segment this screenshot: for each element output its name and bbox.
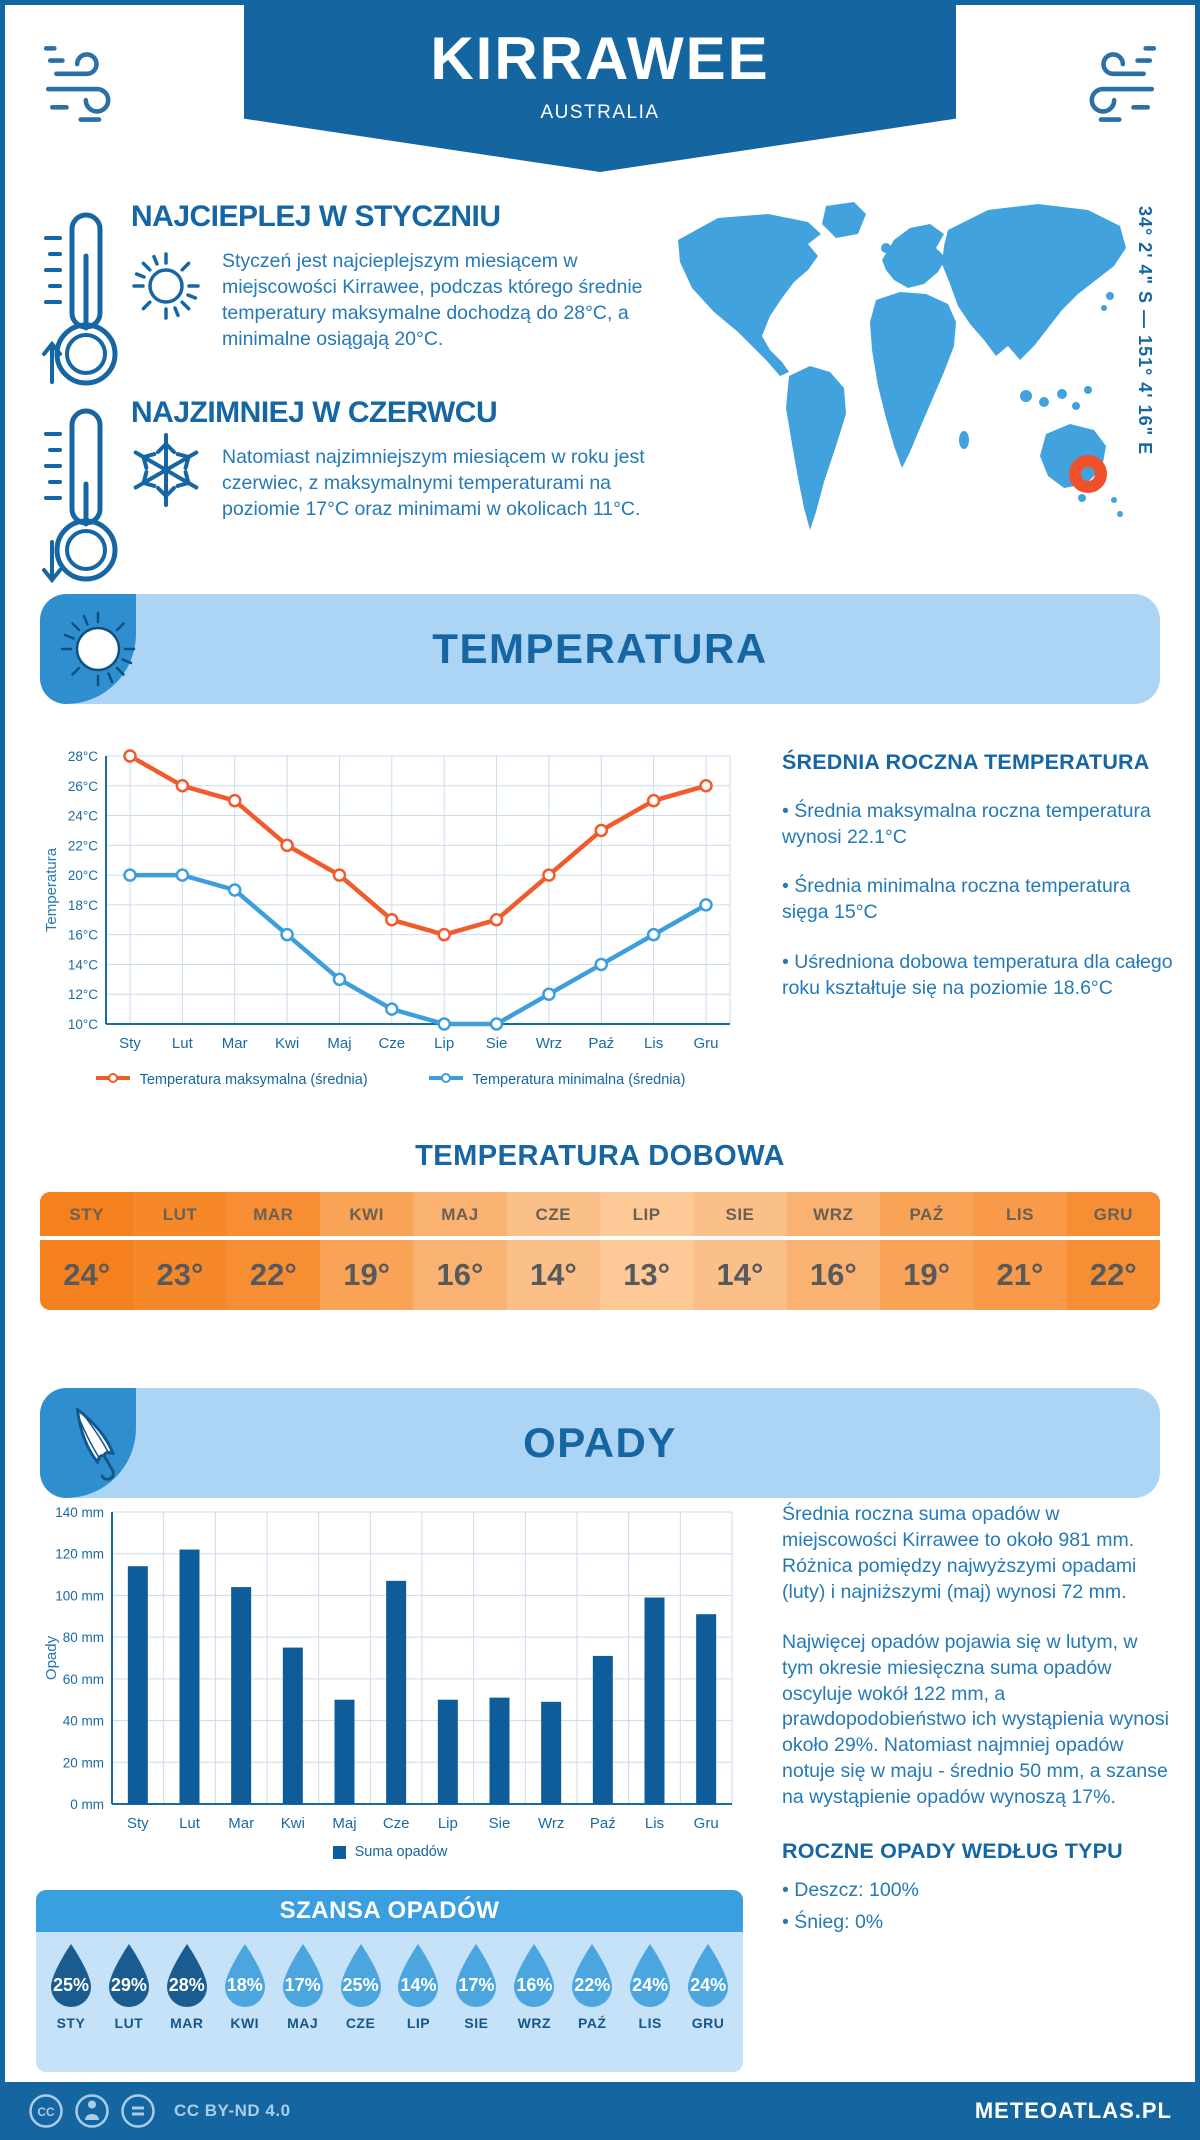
rain-chance-value: 14%	[400, 1975, 437, 1995]
svg-text:140 mm: 140 mm	[55, 1505, 104, 1520]
svg-text:20 mm: 20 mm	[62, 1755, 104, 1771]
rain-chance-sie	[447, 1942, 505, 2072]
svg-text:26°C: 26°C	[67, 778, 98, 794]
temperature-summary-title: ŚREDNIA ROCZNA TEMPERATURA	[782, 750, 1150, 774]
svg-text:Lip: Lip	[437, 1815, 458, 1832]
table-column-gru	[1067, 1192, 1160, 1310]
svg-text:Lut: Lut	[179, 1815, 200, 1832]
table-month-header: GRU	[1067, 1192, 1160, 1240]
svg-text:Paź: Paź	[588, 1035, 615, 1052]
temperature-section-banner	[40, 594, 1160, 704]
rain-chance-month: LIP	[406, 2015, 431, 2031]
svg-text:Paź: Paź	[589, 1815, 616, 1832]
table-temperature-value: 22°	[227, 1240, 320, 1310]
table-column-lip	[600, 1192, 693, 1310]
table-temperature-value: 14°	[507, 1240, 600, 1310]
rain-chance-value: 22%	[574, 1975, 611, 1995]
table-month-header: LUT	[133, 1192, 226, 1240]
table-column-mar	[227, 1192, 320, 1310]
cc-icon	[28, 2093, 64, 2129]
snowflake-icon	[124, 428, 208, 512]
legend-max-marker-icon	[95, 1072, 131, 1088]
table-month-header: MAJ	[413, 1192, 506, 1240]
svg-text:Sty: Sty	[119, 1035, 141, 1052]
svg-text:Lis: Lis	[644, 1815, 665, 1832]
precipitation-chart	[40, 1498, 740, 1833]
table-temperature-value: 19°	[320, 1240, 413, 1310]
rain-chance-wrz	[505, 1942, 563, 2072]
svg-text:60 mm: 60 mm	[62, 1671, 104, 1687]
table-temperature-value: 24°	[40, 1240, 133, 1310]
svg-text:24°C: 24°C	[67, 808, 98, 824]
rain-chance-value: 25%	[342, 1975, 379, 1995]
table-month-header: LIS	[973, 1192, 1066, 1240]
rain-chance-gru	[679, 1942, 737, 2072]
daily-temperature-table	[40, 1192, 1160, 1310]
table-month-header: CZE	[507, 1192, 600, 1240]
legend-item-min	[428, 1072, 686, 1088]
svg-text:Temperatura: Temperatura	[43, 847, 60, 933]
temperature-bullet: • Średnia maksymalna roczna temperatura wynosi 22.1°C	[782, 799, 1151, 848]
svg-text:Cze: Cze	[382, 1815, 410, 1832]
svg-text:Sie: Sie	[488, 1815, 511, 1832]
rain-chance-month: MAR	[170, 2015, 204, 2031]
svg-text:14°C: 14°C	[67, 957, 98, 973]
coldest-month-title: NAJZIMNIEJ W CZERWCU	[131, 396, 498, 429]
rain-chance-month: STY	[56, 2015, 86, 2031]
svg-text:Sie: Sie	[485, 1035, 508, 1052]
svg-text:Kwi: Kwi	[275, 1035, 300, 1052]
table-column-wrz	[787, 1192, 880, 1310]
rain-chance-value: 24%	[690, 1975, 727, 1995]
rain-chance-value: 18%	[226, 1975, 263, 1995]
svg-text:120 mm: 120 mm	[55, 1546, 104, 1562]
rain-chance-month: KWI	[230, 2015, 260, 2031]
svg-text:100 mm: 100 mm	[55, 1588, 104, 1604]
svg-text:Sty: Sty	[126, 1815, 149, 1832]
legend-sum-marker-icon	[333, 1846, 346, 1859]
svg-text:Lip: Lip	[434, 1035, 455, 1052]
table-temperature-value: 21°	[973, 1240, 1066, 1310]
table-temperature-value: 14°	[693, 1240, 786, 1310]
svg-text:18°C: 18°C	[67, 897, 98, 913]
rain-chance-maj	[274, 1942, 332, 2072]
thermometer-down-icon	[42, 406, 130, 584]
rain-chance-value: 28%	[168, 1975, 205, 1995]
thermometer-up-icon	[42, 210, 130, 388]
wind-icon	[1042, 26, 1164, 148]
rain-chance-value: 25%	[52, 1975, 89, 1995]
world-map	[658, 200, 1128, 545]
temperature-summary-panel	[782, 748, 1174, 1026]
svg-text:Wrz: Wrz	[535, 1035, 563, 1052]
table-month-header: STY	[40, 1192, 133, 1240]
footer	[0, 2082, 1200, 2140]
svg-text:20°C: 20°C	[67, 868, 98, 884]
table-temperature-value: 23°	[133, 1240, 226, 1310]
precipitation-paragraph: Najwięcej opadów pojawia się w lutym, w tym okresie miesięczna suma opadów oscyluje wokół 122 mm, a prawdopodobieństwo ich wystąpienia wynosi około 29%. Natomiast najmniej opadów notuje się w maju - średnio 50 mm, a szanse na wystąpienie opadów wynoszą 17%.	[782, 1630, 1169, 1809]
table-column-sty	[40, 1192, 133, 1310]
table-month-header: MAR	[227, 1192, 320, 1240]
precipitation-type-bullet: • Śnieg: 0%	[782, 1910, 884, 1933]
legend-max-label: Temperatura maksymalna (średnia)	[139, 1072, 368, 1088]
table-temperature-value: 16°	[787, 1240, 880, 1310]
coordinates-label: 34° 2' 4" S — 151° 4' 16" E	[1135, 206, 1155, 456]
rain-chance-lip	[390, 1942, 448, 2072]
rain-chance-kwi	[216, 1942, 274, 2072]
precipitation-type-title: ROCZNE OPADY WEDŁUG TYPU	[782, 1839, 1123, 1864]
rain-chance-lis	[621, 1942, 679, 2072]
table-temperature-value: 16°	[413, 1240, 506, 1310]
page-title: KIRRAWEE	[430, 25, 770, 92]
sun-icon	[126, 246, 206, 326]
table-temperature-value: 19°	[880, 1240, 973, 1310]
svg-text:40 mm: 40 mm	[62, 1713, 104, 1729]
legend-item-max	[95, 1072, 368, 1088]
precipitation-section-title: OPADY	[523, 1419, 677, 1466]
legend-min-marker-icon	[428, 1072, 464, 1088]
svg-text:80 mm: 80 mm	[62, 1630, 104, 1646]
precipitation-type-bullet: • Deszcz: 100%	[782, 1878, 919, 1901]
precipitation-summary-panel	[782, 1502, 1174, 1942]
table-column-maj	[413, 1192, 506, 1310]
svg-text:Maj: Maj	[332, 1815, 357, 1832]
svg-text:Gru: Gru	[693, 1035, 719, 1052]
rain-chance-month: MAJ	[287, 2015, 319, 2031]
wind-icon	[36, 26, 158, 148]
daily-temperature-title: TEMPERATURA DOBOWA	[415, 1140, 785, 1172]
precipitation-section-banner	[40, 1388, 1160, 1498]
table-column-lis	[973, 1192, 1066, 1310]
svg-text:Wrz: Wrz	[537, 1815, 565, 1832]
rain-chance-value: 16%	[516, 1975, 553, 1995]
temperature-chart-legend	[40, 1072, 740, 1088]
svg-text:0 mm: 0 mm	[70, 1797, 104, 1812]
svg-text:16°C: 16°C	[67, 927, 98, 943]
rain-chance-month: GRU	[691, 2015, 725, 2031]
temperature-bullet: • Uśredniona dobowa temperatura dla całego roku kształtuje się na poziomie 18.6°C	[782, 951, 1173, 1000]
warmest-month-text: Styczeń jest najcieplejszym miesiącem w miejscowości Kirrawee, podczas którego średnie temperatury maksymalne dochodzą do 28°C, a minimalne osiągają 20°C.	[222, 250, 643, 351]
rain-chance-mar	[158, 1942, 216, 2072]
license-label: CC BY-ND 4.0	[174, 2101, 291, 2120]
rain-chance-panel	[36, 1890, 743, 2072]
no-derivatives-icon	[120, 2093, 156, 2129]
coldest-month-text: Natomiast najzimniejszym miesiącem w roku jest czerwiec, z maksymalnymi temperaturami na poziomie 17°C oraz minimami w okolicach 11°C.	[222, 446, 645, 521]
table-temperature-value: 13°	[600, 1240, 693, 1310]
rain-chance-month: LUT	[114, 2015, 144, 2031]
rain-chance-value: 17%	[284, 1975, 321, 1995]
rain-chance-month: LIS	[638, 2015, 662, 2031]
svg-text:Cze: Cze	[378, 1035, 406, 1052]
rain-chance-cze	[332, 1942, 390, 2072]
temperature-bullet: • Średnia minimalna roczna temperatura sięga 15°C	[782, 875, 1131, 924]
table-column-kwi	[320, 1192, 413, 1310]
site-logo: METEOATLAS.PL	[974, 2098, 1172, 2123]
svg-text:Gru: Gru	[693, 1815, 719, 1832]
attribution-icon	[74, 2093, 110, 2129]
svg-text:10°C: 10°C	[67, 1017, 98, 1032]
rain-chance-title: SZANSA OPADÓW	[36, 1890, 743, 1932]
svg-text:Kwi: Kwi	[280, 1815, 305, 1832]
temperature-section-title: TEMPERATURA	[432, 625, 768, 672]
svg-text:CC: CC	[37, 2105, 55, 2119]
precipitation-chart-legend	[40, 1844, 740, 1860]
svg-text:Lis: Lis	[644, 1035, 664, 1052]
page-border-right	[1195, 0, 1200, 2082]
svg-text:Maj: Maj	[327, 1035, 352, 1052]
table-month-header: KWI	[320, 1192, 413, 1240]
legend-item-sum	[333, 1844, 448, 1860]
rain-chance-month: SIE	[464, 2015, 489, 2031]
table-month-header: SIE	[693, 1192, 786, 1240]
svg-text:12°C: 12°C	[67, 987, 98, 1003]
table-column-lut	[133, 1192, 226, 1310]
table-column-sie	[693, 1192, 786, 1310]
rain-chance-month: WRZ	[517, 2015, 552, 2031]
table-month-header: WRZ	[787, 1192, 880, 1240]
svg-text:22°C: 22°C	[67, 838, 98, 854]
country-subtitle: AUSTRALIA	[540, 102, 660, 123]
svg-text:Opady: Opady	[43, 1635, 60, 1681]
page-border-left	[0, 0, 5, 2082]
precipitation-paragraph: Średnia roczna suma opadów w miejscowości Kirrawee to około 981 mm. Różnica pomiędzy najwyższymi opadami (luty) i najniższymi (maj) wynosi 72 mm.	[782, 1503, 1137, 1603]
rain-chance-paź	[563, 1942, 621, 2072]
warmest-month-title: NAJCIEPLEJ W STYCZNIU	[131, 200, 501, 233]
svg-text:Lut: Lut	[171, 1035, 193, 1052]
rain-chance-value: 24%	[632, 1975, 669, 1995]
rain-chance-value: 29%	[110, 1975, 147, 1995]
table-temperature-value: 22°	[1067, 1240, 1160, 1310]
svg-text:28°C: 28°C	[67, 749, 98, 764]
svg-text:Mar: Mar	[228, 1815, 255, 1832]
legend-sum-label: Suma opadów	[354, 1844, 448, 1860]
rain-chance-sty	[42, 1942, 100, 2072]
legend-min-label: Temperatura minimalna (średnia)	[472, 1072, 686, 1088]
table-month-header: PAŹ	[880, 1192, 973, 1240]
rain-chance-lut	[100, 1942, 158, 2072]
table-month-header: LIP	[600, 1192, 693, 1240]
table-column-cze	[507, 1192, 600, 1310]
rain-chance-drops	[36, 1932, 743, 2072]
rain-chance-month: PAŹ	[578, 2015, 607, 2031]
rain-chance-value: 17%	[458, 1975, 495, 1995]
table-column-paź	[880, 1192, 973, 1310]
rain-chance-month: CZE	[345, 2015, 376, 2031]
temperature-chart	[40, 742, 740, 1062]
svg-text:Mar: Mar	[221, 1035, 248, 1052]
